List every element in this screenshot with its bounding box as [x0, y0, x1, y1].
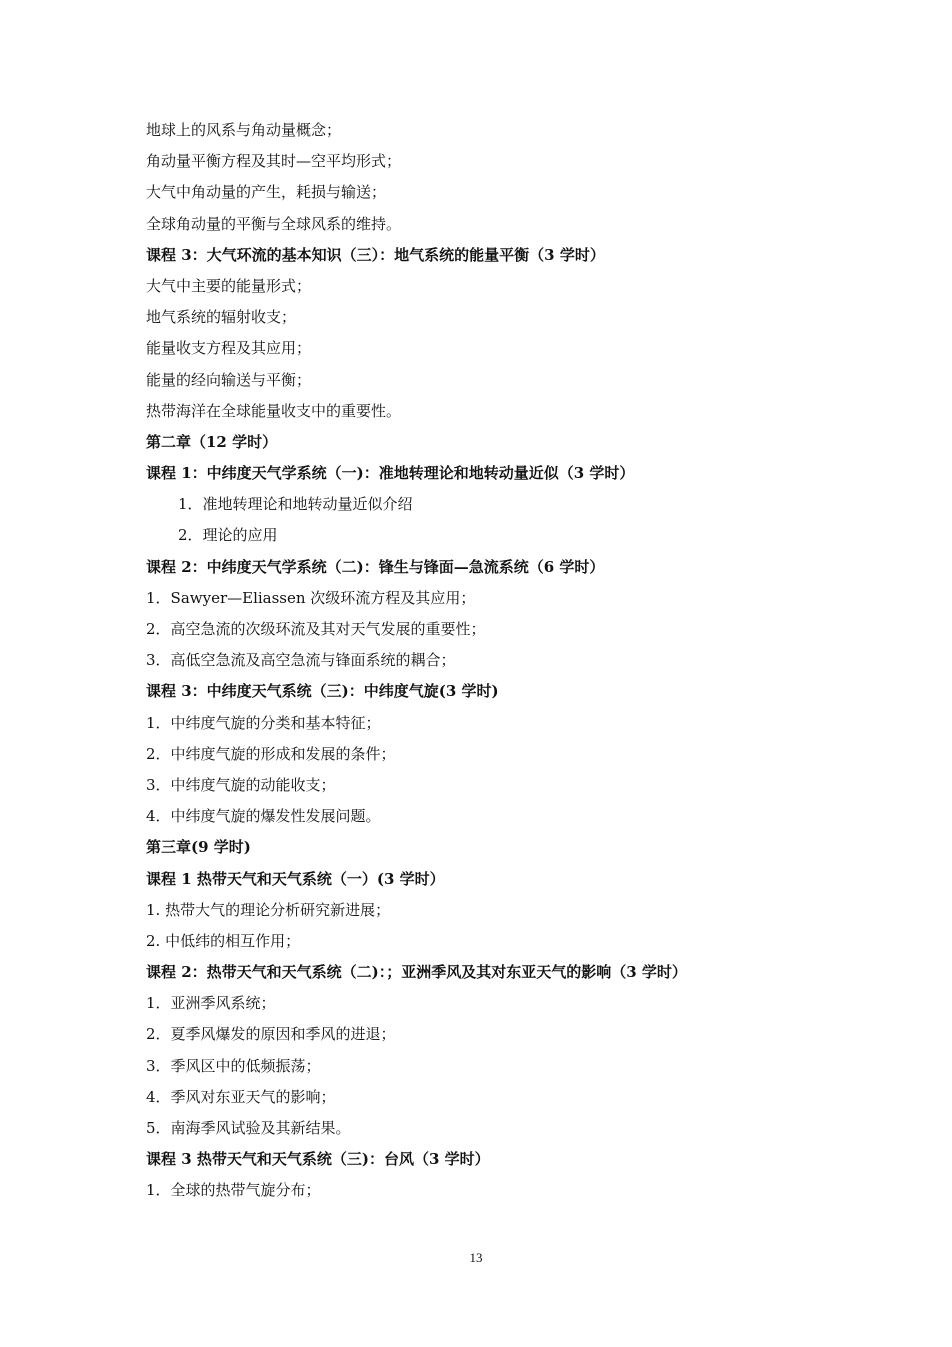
section-heading: 课程 2：热带天气和天气系统（二)：；亚洲季风及其对东亚天气的影响（3 学时）	[146, 963, 687, 982]
text-line: 大气中角动量的产生，耗损与输送；	[146, 183, 387, 202]
section-heading: 课程 2：中纬度天气学系统（二)：锋生与锋面—急流系统（6 学时）	[146, 557, 605, 576]
text-line: 2．中纬度气旋的形成和发展的条件；	[146, 744, 396, 763]
document-body	[146, 115, 826, 1207]
text-line: 热带海洋在全球能量收支中的重要性。	[146, 401, 402, 420]
text-line: 1．中纬度气旋的分类和基本特征；	[146, 713, 381, 732]
text-line: 能量的经向输送与平衡；	[146, 370, 312, 389]
section-heading: 第三章(9 学时)	[146, 838, 251, 857]
text-line: 3．高低空急流及高空急流与锋面系统的耦合；	[146, 651, 456, 670]
indented-list-item: 2．理论的应用	[178, 526, 278, 545]
text-line: 1．全球的热带气旋分布；	[146, 1181, 321, 1200]
text-line: 地球上的风系与角动量概念；	[146, 121, 342, 139]
text-line: 地气系统的辐射收支；	[146, 308, 297, 327]
text-line: 1．Sawyer—Eliassen 次级环流方程及其应用；	[146, 588, 476, 607]
text-line: 4．中纬度气旋的爆发性发展问题。	[146, 807, 381, 826]
text-line: 3．季风区中的低频振荡；	[146, 1056, 321, 1075]
text-line: 2．夏季风爆发的原因和季风的进退；	[146, 1025, 396, 1044]
section-heading: 课程 1 热带天气和天气系统（一）(3 学时）	[146, 869, 445, 888]
page-number: 13	[469, 1250, 483, 1265]
text-line: 2. 中低纬的相互作用；	[146, 931, 301, 950]
indented-list-item: 1．准地转理论和地转动量近似介绍	[178, 495, 413, 514]
text-line: 1．亚洲季风系统；	[146, 994, 276, 1013]
text-line: 3．中纬度气旋的动能收支；	[146, 775, 336, 794]
text-line: 5．南海季风试验及其新结果。	[146, 1119, 351, 1137]
text-line: 1. 热带大气的理论分析研究新进展；	[146, 900, 391, 919]
text-line: 全球角动量的平衡与全球风系的维持。	[146, 214, 402, 233]
section-heading: 课程 3 热带天气和天气系统（三)：台风（3 学时）	[146, 1150, 490, 1169]
section-heading: 第二章（12 学时）	[146, 432, 278, 451]
text-line: 角动量平衡方程及其时—空平均形式；	[146, 152, 402, 171]
section-heading: 课程 3：大气环流的基本知识（三）：地气系统的能量平衡（3 学时）	[146, 245, 605, 264]
text-line: 4．季风对东亚天气的影响；	[146, 1087, 336, 1106]
section-heading: 课程 1：中纬度天气学系统（一)：准地转理论和地转动量近似（3 学时）	[146, 464, 635, 483]
text-line: 大气中主要的能量形式；	[146, 276, 312, 295]
section-heading: 课程 3：中纬度天气系统（三)：中纬度气旋(3 学时)	[146, 682, 499, 701]
text-line: 2．高空急流的次级环流及其对天气发展的重要性；	[146, 620, 486, 638]
text-line: 能量收支方程及其应用；	[146, 339, 312, 358]
